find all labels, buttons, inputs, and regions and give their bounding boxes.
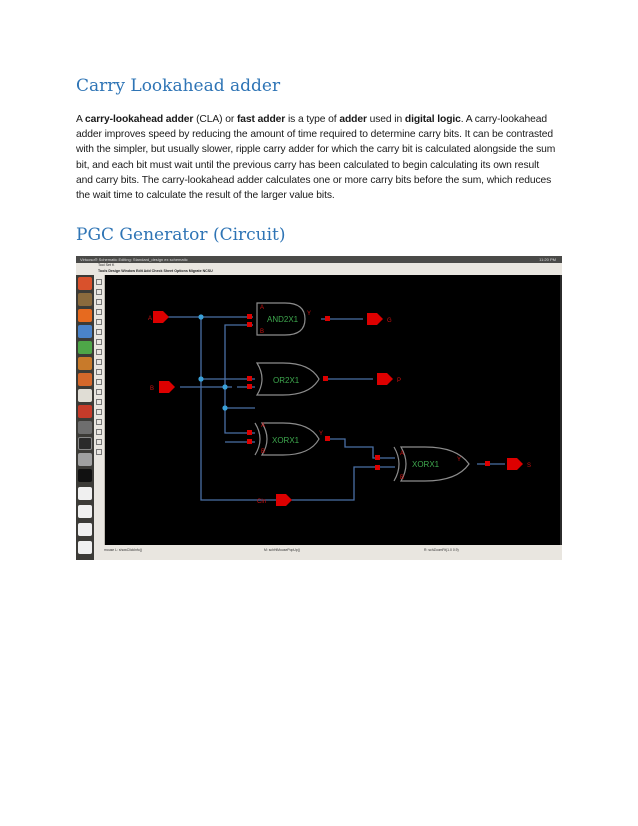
terminal-icon[interactable] [78,437,92,450]
section-title-carry-lookahead: Carry Lookahead adder [76,76,281,96]
output-label-s: S [527,463,532,469]
para-text-3: is a type of [285,114,340,125]
and-pin-a: A [260,305,265,311]
section-title-pgc-generator: PGC Generator (Circuit) [76,225,286,245]
font-icon[interactable] [78,389,92,402]
input-label-cin: Cin [257,499,267,505]
connection-square [247,314,252,319]
input-pin-b[interactable] [159,381,175,393]
files-icon[interactable] [78,293,92,306]
pin-tool-icon[interactable] [96,349,102,355]
carry-lookahead-paragraph [76,112,558,203]
xor1-pin-b: B [261,449,266,455]
or-gate-label: OR2X1 [273,376,300,385]
descend-icon[interactable] [96,429,102,435]
status-mouse-left: mouse L: showClickInfo() [104,548,143,552]
writer-icon[interactable] [78,325,92,338]
netlist-icon[interactable] [96,449,102,455]
impress-icon[interactable] [78,357,92,370]
status-mouse-right: R: schZoomFit(1.0 0.9) [424,548,459,552]
zoom-in-icon[interactable] [96,299,102,305]
junction-dot [222,405,227,410]
return-icon[interactable] [96,439,102,445]
virtuoso-screenshot [76,256,562,560]
redo-icon[interactable] [96,389,102,395]
menu-row-1[interactable]: Tool Set K [98,263,115,267]
ubuntu-icon[interactable] [78,277,92,290]
para-bold-fast-adder: fast adder [236,114,286,125]
connection-square [325,316,330,321]
wire-tool-icon[interactable] [96,339,102,345]
label-tool-icon[interactable] [96,369,102,375]
junction-dot [198,314,203,319]
connection-square [247,439,252,444]
connection-square [325,436,330,441]
xor-gate-2-label: XORX1 [412,460,440,469]
zoom-out-icon[interactable] [96,309,102,315]
menu-row-2[interactable]: Tools Design Window Edit Add Check Sheet Options Migrate NCSU [98,269,213,273]
stretch-tool-icon[interactable] [96,319,102,325]
app-launcher [76,275,94,560]
copy-tool-icon[interactable] [96,329,102,335]
calc-icon[interactable] [78,341,92,354]
output-pin-g[interactable] [367,313,383,325]
check-save-icon[interactable] [96,419,102,425]
input-pin-a[interactable] [153,311,169,323]
para-text-2: (CLA) or [193,114,237,125]
xor2-pin-y: Y [457,457,462,463]
schematic-canvas[interactable] [105,275,560,545]
schematic-drawing [105,275,560,545]
tool-palette [94,275,105,545]
input-label-a: A [148,316,153,322]
connection-square [247,430,252,435]
input-pin-cin[interactable] [276,494,292,506]
xor1-pin-y: Y [319,431,324,437]
para-bold-cla: carry-lookahead adder [84,114,194,125]
instance-tool-icon[interactable] [96,359,102,365]
amazon-icon[interactable] [78,405,92,418]
connection-square [247,384,252,389]
and-gate-label: AND2X1 [267,315,299,324]
software-center-icon[interactable] [78,373,92,386]
menu-bar [76,263,562,275]
xor2-pin-b: B [400,475,405,481]
window-title: Virtuoso® Schematic Editing: Standard_design ex schematic [80,257,188,262]
window-titlebar [76,256,562,263]
input-label-b: B [150,386,155,392]
undo-icon[interactable] [96,379,102,385]
junction-dot [198,376,203,381]
status-bar [94,545,562,560]
connection-square [247,322,252,327]
para-bold-adder: adder [339,114,367,125]
trash-icon[interactable] [78,469,92,482]
clock: 11:20 PM [539,257,556,262]
delete-tool-icon[interactable] [96,399,102,405]
window-icon-4[interactable] [78,541,92,554]
and-pin-b: B [260,329,265,335]
move-tool-icon[interactable] [96,289,102,295]
output-label-p: P [397,378,402,384]
window-icon-2[interactable] [78,505,92,518]
para-text-5: . A carry-lookahead adder improves speed by reducing the amount of time required to determine carry bits. It can be contrasted with the simpler, but usually slower, ripple carry adder for which the carry bit is calculated alongside the sum bit, and each bit must wait until the previous carry has been calculated to begin calculating its own result and carry bits. The carry-lookahead adder calculates one or more carry bits before the sum, which reduces the wait time to calculate the result of the larger value bits. [76,114,556,202]
connection-square [485,461,490,466]
firefox-icon[interactable] [78,309,92,322]
para-text-4: used in [366,114,405,125]
workspace-icon[interactable] [78,453,92,466]
xor-gate-1-label: XORX1 [272,436,300,445]
output-pin-s[interactable] [507,458,523,470]
para-bold-digital-logic: digital logic [404,114,461,125]
property-tool-icon[interactable] [96,409,102,415]
connection-square [375,465,380,470]
connection-square [375,455,380,460]
connection-square [247,376,252,381]
output-pin-p[interactable] [377,373,393,385]
connection-square [323,376,328,381]
settings-icon[interactable] [78,421,92,434]
para-text-1: A [76,114,85,125]
xor1-pin-a: A [261,423,266,429]
window-icon-3[interactable] [78,523,92,536]
xor2-pin-a: A [400,451,405,457]
output-label-g: G [387,318,392,324]
status-mouse-middle: M: schHiMousePopUp() [264,548,300,552]
and-pin-y: Y [307,311,312,317]
select-tool-icon[interactable] [96,279,102,285]
junction-dot [222,384,227,389]
window-icon-1[interactable] [78,487,92,500]
